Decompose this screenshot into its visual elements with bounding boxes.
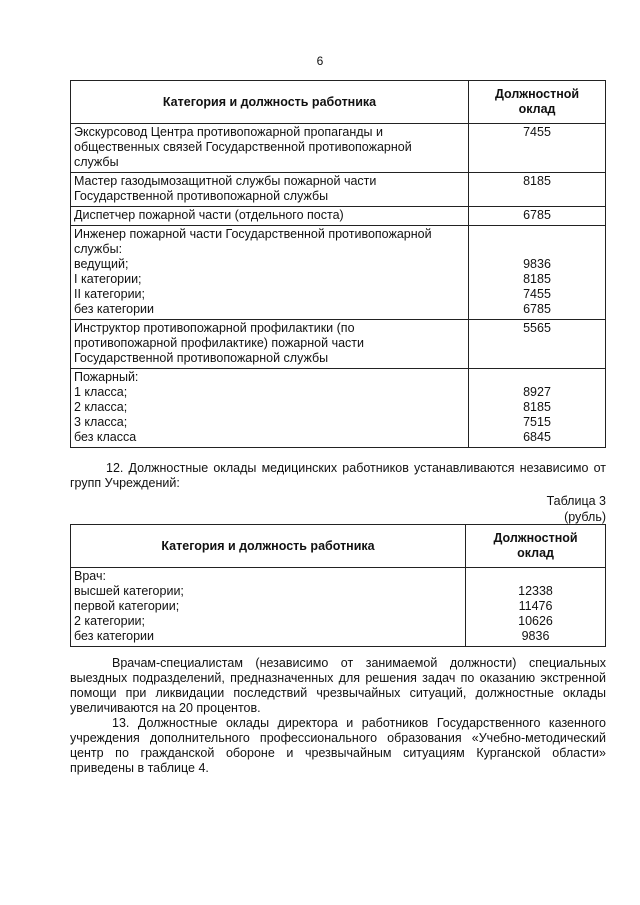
table-row <box>71 369 606 448</box>
table-row <box>71 568 606 647</box>
category-line: службы <box>74 155 119 169</box>
category-line: Инженер пожарной части Государственной противопожарной <box>74 227 432 241</box>
category-line: без категории <box>74 629 155 643</box>
salary-cell <box>469 320 606 369</box>
category-line: Мастер газодымозащитной службы пожарной части <box>74 174 377 188</box>
salary-cell <box>469 207 606 226</box>
salary-value: 8185 <box>523 400 551 414</box>
table-row <box>71 207 606 226</box>
salary-value: 5565 <box>523 321 551 335</box>
category-cell <box>71 226 469 320</box>
salary-value: 6845 <box>523 430 551 444</box>
salary-value <box>472 370 602 385</box>
salary-table-fire-service <box>70 80 606 448</box>
category-line: 2 класса; <box>74 400 128 414</box>
category-cell <box>71 207 469 226</box>
salary-value: 7455 <box>523 287 551 301</box>
table3-unit: (рубль) <box>564 510 606 524</box>
category-line: без класса <box>74 430 137 444</box>
paragraph-12: 12. Должностные оклады медицинских работников устанавливаются независимо от групп Учреждений: <box>70 461 606 490</box>
salary-value <box>472 242 602 257</box>
salary-value: 10626 <box>518 614 553 628</box>
salary-cell <box>469 226 606 320</box>
category-line: Государственной противопожарной службы <box>74 351 329 365</box>
category-line: первой категории; <box>74 599 180 613</box>
table-header-row <box>71 81 606 124</box>
category-line: Врач: <box>74 569 106 583</box>
category-line: Инструктор противопожарной профилактики (по <box>74 321 355 335</box>
category-line: I категории; <box>74 272 142 286</box>
category-line: Экскурсовод Центра противопожарной пропаганды и <box>74 125 383 139</box>
table-header-row <box>71 525 606 568</box>
header-salary-line2: оклад <box>517 546 554 560</box>
category-cell <box>71 320 469 369</box>
salary-value: 12338 <box>518 584 553 598</box>
salary-cell <box>469 173 606 207</box>
category-line: ведущий; <box>74 257 129 271</box>
salary-cell <box>469 124 606 173</box>
salary-value: 8185 <box>523 174 551 188</box>
salary-value: 6785 <box>523 208 551 222</box>
category-line: Диспетчер пожарной части (отдельного поста) <box>74 208 344 222</box>
salary-value: 9836 <box>521 629 550 643</box>
salary-table-medical <box>70 524 606 647</box>
category-line: Государственной противопожарной службы <box>74 189 329 203</box>
header-salary <box>469 81 606 124</box>
category-line: 2 категории; <box>74 614 146 628</box>
table-row <box>71 173 606 207</box>
salary-value: 6785 <box>523 302 551 316</box>
category-line: 1 класса; <box>74 385 128 399</box>
salary-cell <box>466 568 606 647</box>
table-row <box>71 226 606 320</box>
header-salary-line1: Должностной <box>493 531 578 545</box>
category-line: без категории <box>74 302 155 316</box>
salary-value: 7455 <box>523 125 551 139</box>
category-line: высшей категории; <box>74 584 184 598</box>
category-line: общественных связей Государственной противопожарной <box>74 140 412 154</box>
salary-value: 7515 <box>523 415 551 429</box>
category-line: II категории; <box>74 287 146 301</box>
category-cell <box>71 173 469 207</box>
page-number: 6 <box>316 54 324 68</box>
salary-value <box>472 227 602 242</box>
table3-caption: Таблица 3 <box>546 494 606 508</box>
header-salary <box>466 525 606 568</box>
header-salary-line2: оклад <box>518 102 556 116</box>
table-row <box>71 320 606 369</box>
category-line: противопожарной профилактике) пожарной части <box>74 336 364 350</box>
salary-value: 8927 <box>523 385 551 399</box>
category-cell <box>71 124 469 173</box>
category-cell <box>71 369 469 448</box>
header-salary-line1: Должностной <box>494 87 580 101</box>
salary-value: 11476 <box>518 599 553 613</box>
category-line: службы: <box>74 242 123 256</box>
header-category: Категория и должность работника <box>71 81 469 124</box>
header-category: Категория и должность работника <box>71 525 466 568</box>
paragraph-specialists: Врачам-специалистам (независимо от занимаемой должности) специальных выездных подразделений, предназначенных для решения задач по оказанию экстренной помощи при ликвидации последствий чрезвычайных ситуаций, должностные оклады увеличиваются на 20 процентов. <box>70 656 606 715</box>
paragraph-13: 13. Должностные оклады директора и работников Государственного казенного учреждения дополнительного профессионального образования «Учебно-методический центр по гражданской обороне и чрезвычайным ситуациям Курганской области» приведены в таблице 4. <box>70 716 606 775</box>
salary-value <box>469 569 602 584</box>
category-line: 3 класса; <box>74 415 128 429</box>
salary-cell <box>469 369 606 448</box>
salary-value: 9836 <box>523 257 551 271</box>
category-cell <box>71 568 466 647</box>
table-row <box>71 124 606 173</box>
salary-value: 8185 <box>523 272 551 286</box>
category-line: Пожарный: <box>74 370 139 384</box>
